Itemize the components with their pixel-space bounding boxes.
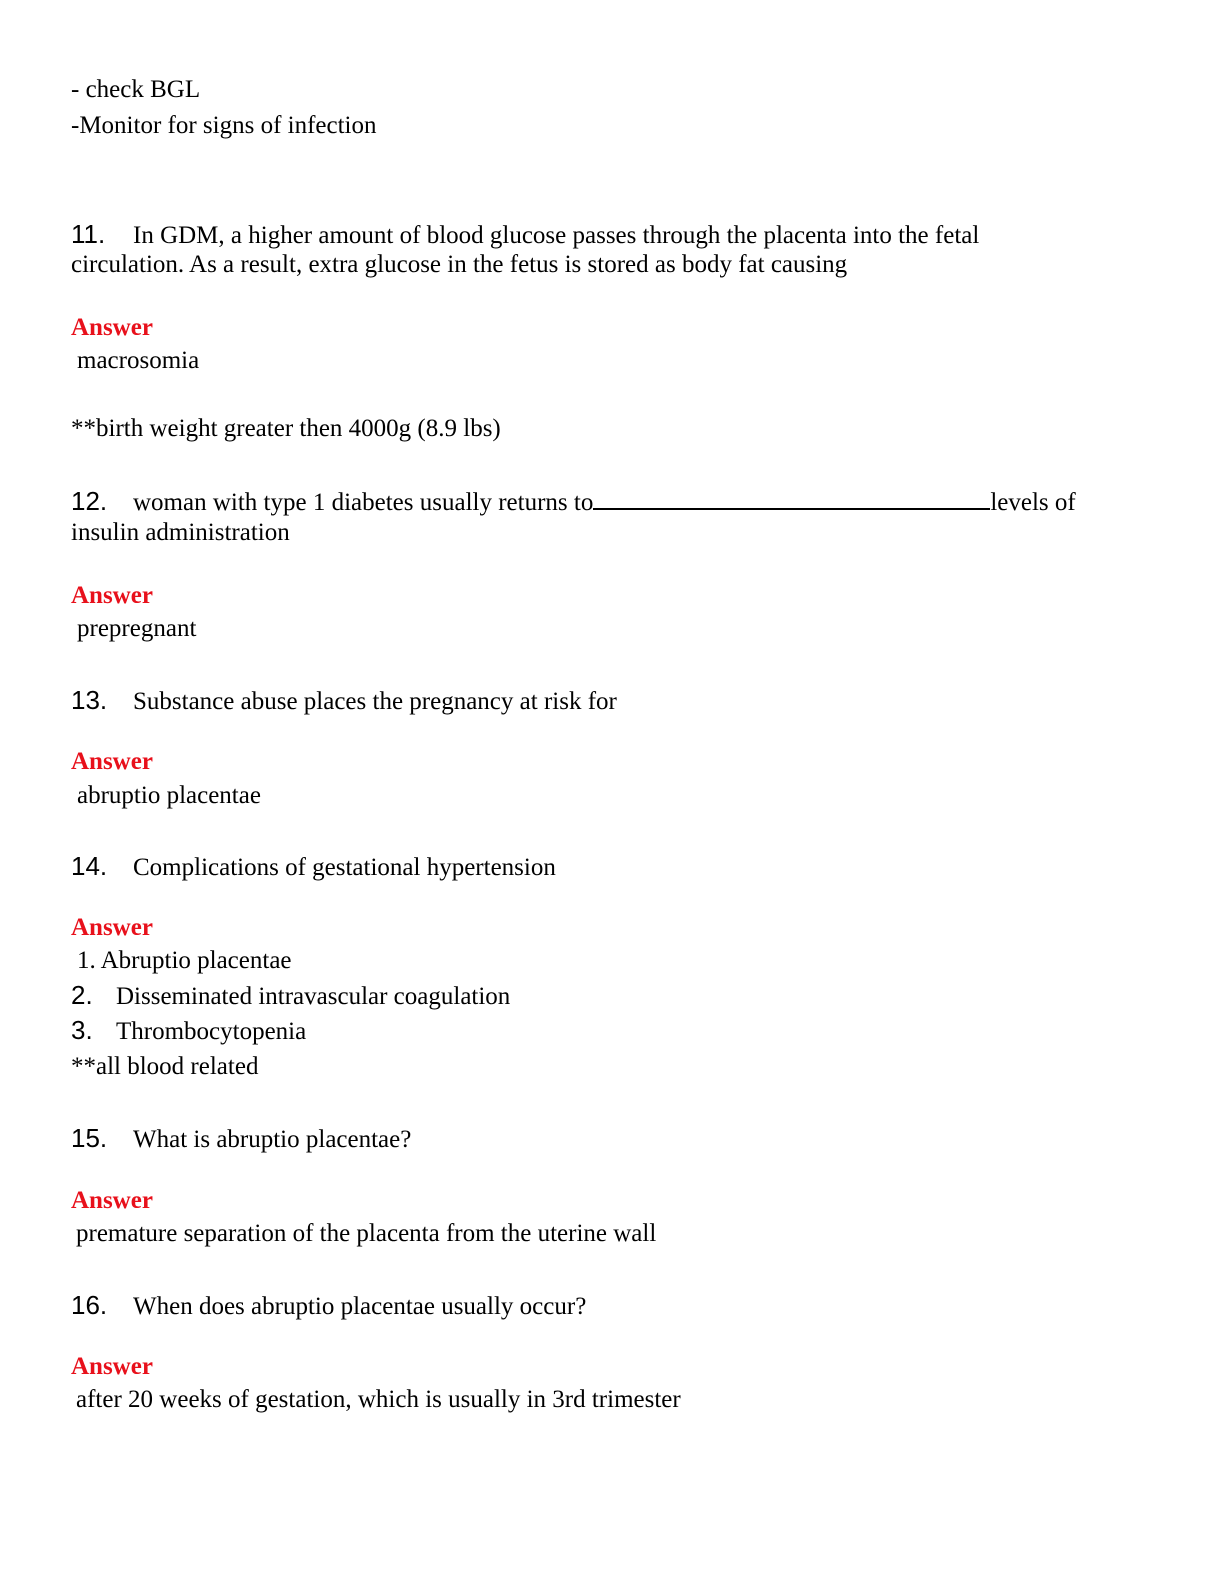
question-number: 14.	[71, 851, 108, 881]
answer-text: macrosomia	[77, 347, 200, 374]
question-16	[71, 1290, 586, 1322]
question-11	[71, 219, 979, 251]
answer-text: abruptio placentae	[77, 782, 261, 809]
list-item-text: Disseminated intravascular coagulation	[116, 983, 511, 1010]
question-number: 15.	[71, 1123, 108, 1153]
list-item-number: 3.	[71, 1015, 93, 1045]
question-text: Substance abuse places the pregnancy at risk for	[133, 688, 617, 715]
question-text-before-blank: woman with type 1 diabetes usually returns to	[133, 489, 594, 516]
answer-list-item-2	[71, 980, 510, 1012]
question-text: When does abruptio placentae usually occur?	[133, 1293, 587, 1320]
answer-label: Answer	[71, 1187, 153, 1214]
question-12-continued: insulin administration	[71, 519, 290, 546]
fill-in-blank	[593, 486, 990, 510]
question-15	[71, 1123, 411, 1155]
answer-list-item-1: 1. Abruptio placentae	[77, 947, 292, 974]
question-13	[71, 685, 617, 717]
question-11-continued: circulation. As a result, extra glucose in the fetus is stored as body fat causing	[71, 251, 848, 278]
question-text: Complications of gestational hypertension	[133, 854, 556, 881]
question-text: What is abruptio placentae?	[133, 1126, 412, 1153]
question-number: 16.	[71, 1290, 108, 1320]
answer-note: **birth weight greater then 4000g (8.9 lbs)	[71, 415, 501, 442]
question-12	[71, 486, 1076, 518]
answer-note: **all blood related	[71, 1053, 259, 1080]
list-item-number: 2.	[71, 980, 93, 1010]
answer-text: prepregnant	[77, 615, 197, 642]
question-14	[71, 851, 556, 883]
answer-list-item-3	[71, 1015, 306, 1047]
answer-label: Answer	[71, 914, 153, 941]
answer-label: Answer	[71, 582, 153, 609]
question-text: In GDM, a higher amount of blood glucose passes through the placenta into the fetal	[133, 222, 980, 249]
list-item-text: Thrombocytopenia	[116, 1018, 307, 1045]
answer-text: premature separation of the placenta from the uterine wall	[76, 1220, 657, 1247]
intro-line-check-bgl: - check BGL	[71, 76, 201, 103]
answer-label: Answer	[71, 748, 153, 775]
answer-label: Answer	[71, 1353, 153, 1380]
intro-line-monitor-infection: -Monitor for signs of infection	[71, 112, 377, 139]
question-text-after-blank: levels of	[990, 489, 1076, 516]
question-number: 12.	[71, 486, 108, 516]
question-number: 13.	[71, 685, 108, 715]
answer-label: Answer	[71, 314, 153, 341]
answer-text: after 20 weeks of gestation, which is usually in 3rd trimester	[76, 1386, 681, 1413]
question-number: 11.	[71, 219, 106, 249]
